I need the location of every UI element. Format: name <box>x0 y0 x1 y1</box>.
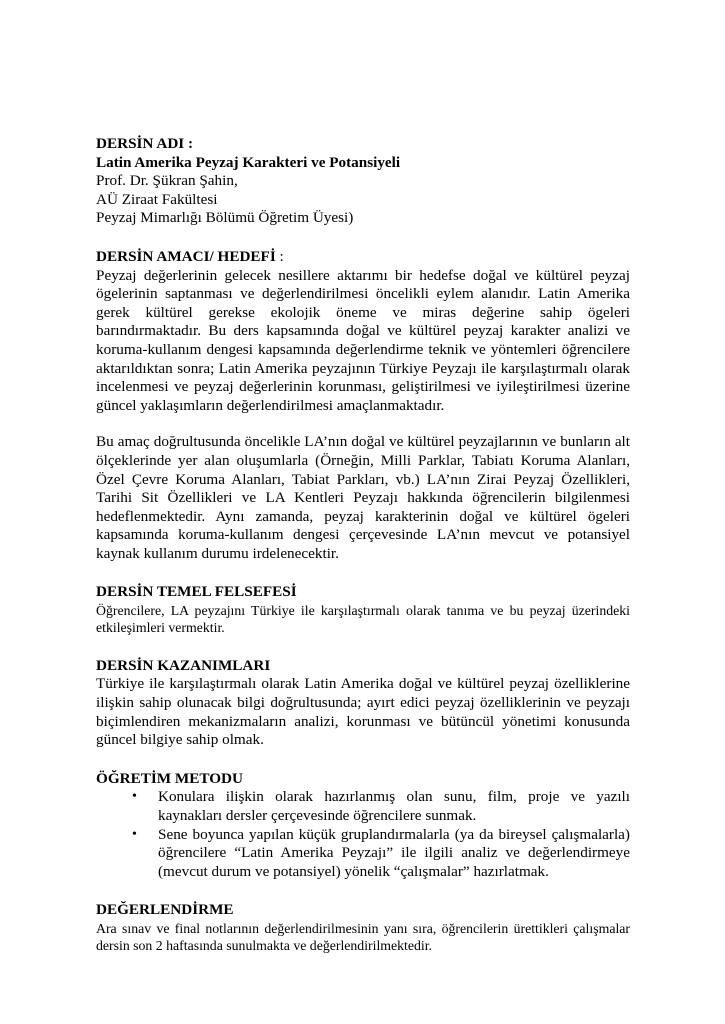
course-aim-heading-text: DERSİN AMACI/ HEDEFİ <box>96 247 276 265</box>
bullet-item <box>132 788 630 825</box>
assessment-heading: DEĞERLENDİRME <box>96 901 234 919</box>
course-aim-paragraph-2: Bu amaç doğrultusunda öncelikle LA’nın doğal ve kültürel peyzajlarının ve bunların alt ölçeklerinde yer alan oluşumlarla (Örneğin, Milli Parklar, Tabiatı Koruma Alanları, Özel Çevre Koruma Alanları, Tabiat Parkları, vb.) LA’nın Zirai Peyzaj Özellikleri, Tarihi Sit Özellikleri ve LA Kentleri Peyzajı hakkında öğrencilerin bilgilenmesi hedeflenmektedir. Aynı zamanda, peyzaj karakterinin doğal ve kültürel ögeleri kapsamında koruma-kullanım dengesi çerçevesinde LA’nın mevcut ve potansiyel kaynak kullanım durumu irdelenecektir. <box>96 433 630 562</box>
teaching-method-heading: ÖĞRETİM METODU <box>96 769 243 787</box>
course-name-label: DERSİN ADI : <box>96 135 194 152</box>
core-philosophy-heading: DERSİN TEMEL FELSEFESİ <box>96 583 297 601</box>
core-philosophy-body: Öğrencilere, LA peyzajını Türkiye ile karşılaştırmalı olarak tanıma ve bu peyzaj üzerindeki etkileşimleri vermektir. <box>96 603 630 636</box>
assessment-body: Ara sınav ve final notlarının değerlendirilmesinin yanı sıra, öğrencilerin ürettikleri çalışmalar dersin son 2 haftasında sunulmakta ve değerlendirilmektedir. <box>96 921 630 954</box>
bullet-item-text: Sene boyunca yapılan küçük gruplandırmalarla (ya da bireysel çalışmalarla) öğrencilere “Latin Amerika Peyzajı” ile ilgili analiz ve değerlendirmeye (mevcut durum ve potansiyel) yönelik “çalışmalar” hazırlatmak. <box>158 825 630 880</box>
department-line: Peyzaj Mimarlığı Bölümü Öğretim Üyesi) <box>96 209 354 227</box>
course-header-block <box>96 135 630 228</box>
course-aim-heading-colon: : <box>275 247 284 265</box>
course-title: Latin Amerika Peyzaj Karakteri ve Potansiyeli <box>96 153 401 171</box>
bullet-icon: • <box>132 789 137 805</box>
learning-outcomes-heading: DERSİN KAZANIMLARI <box>96 656 271 674</box>
bullet-item <box>132 825 630 882</box>
section-assessment <box>96 901 630 954</box>
course-aim-paragraph-1: Peyzaj değerlerinin gelecek nesillere aktarımı bir hedefse doğal ve kültürel peyzaj ögelerinin saptanması ve değerlendirilmesi öncelikli eylem alanıdır. Latin Amerika gerek kültürel gerekse ekolojik öneme ve miras değerine sahip ögeleri barındırmaktadır. Bu ders kapsamında doğal ve kültürel peyzaj karakter analizi ve koruma-kullanım dengesi kapsamında değerlendirme teknik ve yöntemleri öğrencilere aktarıldıktan sonra; Latin Amerika peyzajının Türkiye Peyzajı ile karşılaştırmalı olarak incelenmesi ve peyzaj değerlerinin korunması, geliştirilmesi ve iyileştirilmesi üzerine güncel yaklaşımların değerlendirilmesi amaçlanmaktadır. <box>96 266 630 414</box>
section-teaching-method <box>96 770 630 882</box>
bullet-item-text: Konulara ilişkin olarak hazırlanmış olan sunu, film, proje ve yazılı kaynakları dersler çerçevesinde öğrencilere sunmak. <box>158 788 630 825</box>
course-aim-heading <box>96 248 630 267</box>
faculty-line: AÜ Ziraat Fakültesi <box>96 190 218 208</box>
section-core-philosophy <box>96 583 630 636</box>
instructor-line: Prof. Dr. Şükran Şahin, <box>96 172 238 190</box>
section-course-aim <box>96 248 630 564</box>
learning-outcomes-body: Türkiye ile karşılaştırmalı olarak Latin Amerika doğal ve kültürel peyzaj özelliklerine ilişkin sahip olunacak bilgi doğrultusunda; ayırt edici peyzaj özelliklerinin ve peyzajı biçimlendiren mekanizmaların analizi, korunması ve bütüncül yönetimi konusunda güncel bilgiye sahip olmak. <box>96 675 630 749</box>
teaching-method-list <box>96 788 630 881</box>
bullet-icon: • <box>132 826 137 842</box>
section-learning-outcomes <box>96 657 630 750</box>
